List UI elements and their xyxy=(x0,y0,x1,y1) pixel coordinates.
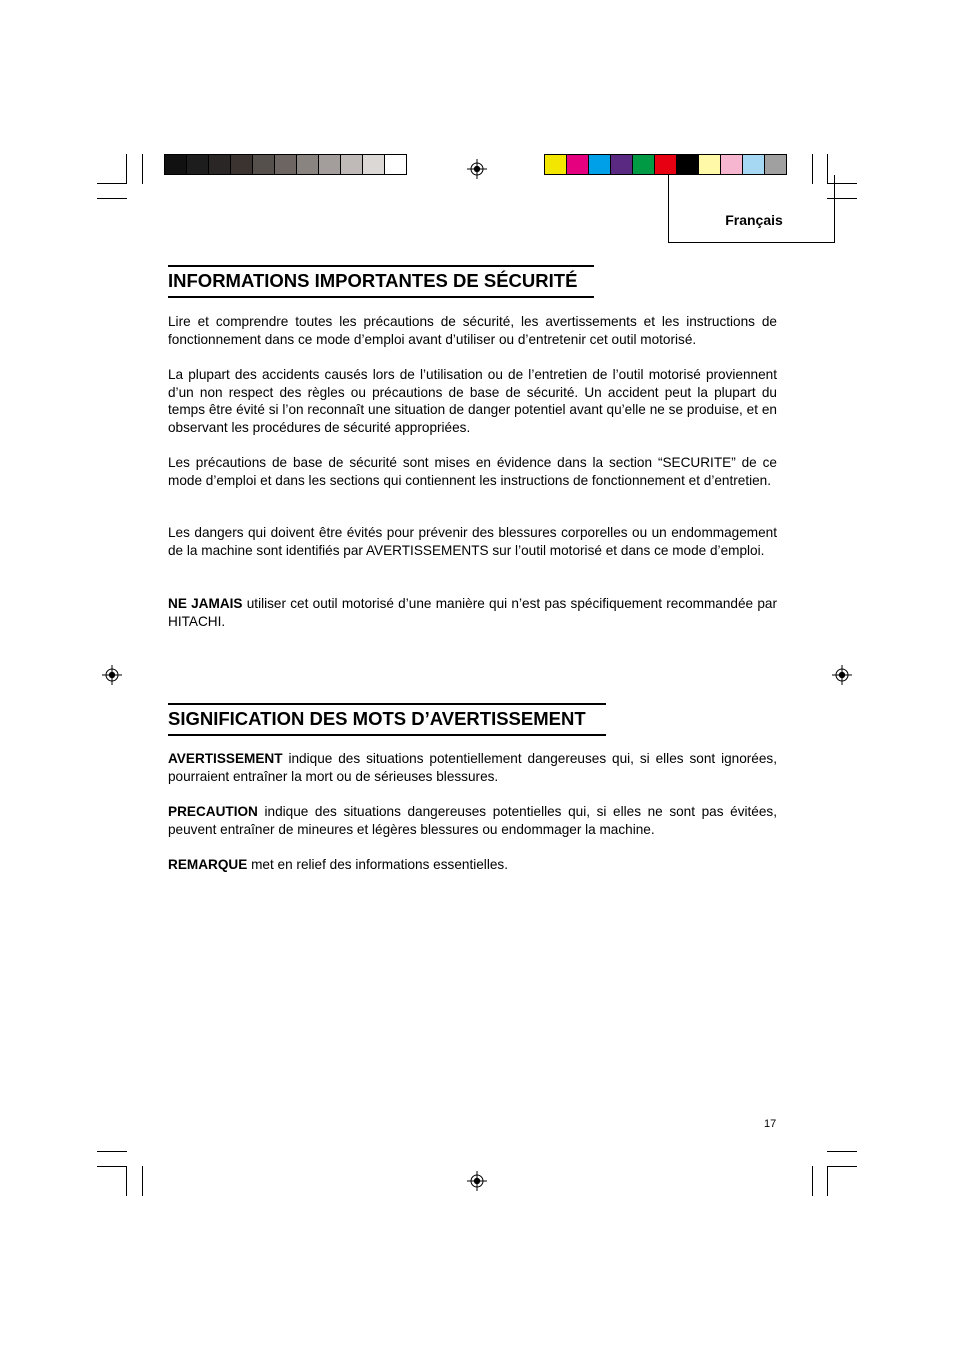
color-swatch xyxy=(632,154,655,175)
color-swatch xyxy=(676,154,699,175)
color-swatch xyxy=(208,154,231,175)
section-rule xyxy=(168,296,594,298)
color-swatch xyxy=(544,154,567,175)
color-swatch xyxy=(230,154,253,175)
crop-mark xyxy=(126,1166,127,1196)
paragraph-text: utiliser cet outil motorisé d’une manière qui n’est pas spécifiquement recommandée par HITACHI. xyxy=(168,596,777,629)
color-swatch xyxy=(384,154,407,175)
crop-mark xyxy=(142,1166,143,1196)
paragraph: Les précautions de base de sécurité sont mises en évidence dans la section “SECURITE” de ce mode d’emploi et dans les sections qui contiennent les instructions de fonctionnement et d’entretien. xyxy=(168,455,777,488)
color-swatch xyxy=(566,154,589,175)
section-rule xyxy=(168,734,606,736)
color-swatch xyxy=(252,154,275,175)
crop-mark xyxy=(126,154,127,184)
crop-mark xyxy=(97,198,127,199)
color-swatch xyxy=(318,154,341,175)
color-swatch xyxy=(296,154,319,175)
paragraph xyxy=(168,750,777,785)
emphasis-text: PRECAUTION xyxy=(168,804,258,819)
registration-mark-icon xyxy=(467,159,487,179)
color-swatch xyxy=(186,154,209,175)
registration-mark-icon xyxy=(467,1171,487,1191)
registration-mark-icon xyxy=(102,665,122,685)
paragraph xyxy=(168,803,777,838)
paragraph-text: indique des situations dangereuses potentielles qui, si elles ne sont pas évitées, peuvent entraîner de mineures et légères blessures ou endommager la machine. xyxy=(168,804,777,837)
crop-mark xyxy=(97,1166,127,1167)
crop-mark xyxy=(827,1166,857,1167)
paragraph: Les dangers qui doivent être évités pour prévenir des blessures corporelles ou un endommagement de la machine sont identifiés par AVERTISSEMENTS sur l’outil motorisé et dans ce mode d’emploi. xyxy=(168,525,777,558)
section-title-safety: INFORMATIONS IMPORTANTES DE SÉCURITÉ xyxy=(168,270,578,291)
color-swatch xyxy=(742,154,765,175)
crop-mark xyxy=(97,1151,127,1152)
color-swatch xyxy=(274,154,297,175)
paragraph-text: met en relief des informations essentielles. xyxy=(247,857,508,872)
color-swatch xyxy=(588,154,611,175)
crop-mark xyxy=(97,183,127,184)
paragraph: Lire et comprendre toutes les précautions de sécurité, les avertissements et les instructions de fonctionnement dans ce mode d’emploi avant d’utiliser ou d’entretenir cet outil motorisé. xyxy=(168,314,777,347)
page-number: 17 xyxy=(764,1118,777,1130)
section-rule xyxy=(168,265,594,267)
color-swatch xyxy=(698,154,721,175)
paragraph-text: indique des situations potentiellement dangereuses qui, si elles sont ignorées, pourraient entraîner la mort ou de sérieuses blessures. xyxy=(168,751,777,784)
crop-mark xyxy=(142,154,143,184)
emphasis-text: NE JAMAIS xyxy=(168,596,243,611)
color-swatch xyxy=(654,154,677,175)
crop-mark xyxy=(812,1166,813,1196)
paragraph xyxy=(168,856,777,874)
color-swatch xyxy=(164,154,187,175)
color-swatch xyxy=(362,154,385,175)
registration-mark-icon xyxy=(832,665,852,685)
crop-mark xyxy=(827,1166,828,1196)
paragraph xyxy=(168,595,777,630)
emphasis-text: AVERTISSEMENT xyxy=(168,751,283,766)
section-rule xyxy=(168,703,606,705)
paragraph: La plupart des accidents causés lors de l’utilisation ou de l’entretien de l’outil motorisé proviennent d’un non respect des règles ou précautions de base de sécurité. Un accident peut la plupart du temps être évité si l’on reconnaît une situation de danger potentiel avant qu’elle ne se produise, et en observant les procédures de sécurité appropriées. xyxy=(168,367,777,436)
color-swatch xyxy=(720,154,743,175)
language-label: Français xyxy=(725,212,783,228)
section-title-warnings: SIGNIFICATION DES MOTS D’AVERTISSEMENT xyxy=(168,708,586,729)
color-swatch xyxy=(340,154,363,175)
color-swatch xyxy=(610,154,633,175)
language-tab xyxy=(668,175,835,243)
color-swatch xyxy=(764,154,787,175)
crop-mark xyxy=(827,1151,857,1152)
emphasis-text: REMARQUE xyxy=(168,857,248,872)
